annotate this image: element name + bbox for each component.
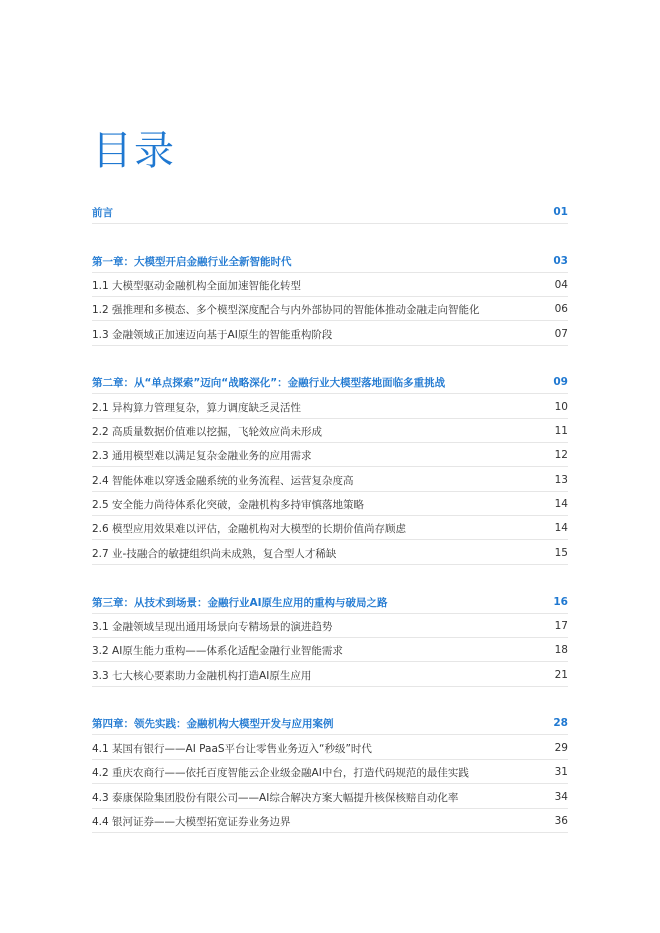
toc-entry[interactable] [92, 494, 568, 514]
toc-entry-page-number: 12 [554, 449, 568, 461]
toc-entry-page-number: 36 [554, 815, 568, 827]
toc-entry-title: 前言 [92, 206, 113, 219]
toc-entry-title: 2.1 异构算力管理复杂，算力调度缺乏灵活性 [92, 401, 302, 414]
toc-entry[interactable] [92, 299, 568, 319]
divider [92, 637, 568, 638]
divider [92, 320, 568, 321]
toc-chapter-heading[interactable] [92, 251, 568, 271]
toc-chapter-heading[interactable] [92, 592, 568, 612]
toc-entry-title: 第三章：从技术到场景：金融行业AI原生应用的重构与破局之路 [92, 596, 388, 609]
toc-entry-page-number: 06 [554, 303, 568, 315]
toc-entry[interactable] [92, 397, 568, 417]
toc-entry-page-number: 03 [553, 255, 568, 267]
divider [92, 393, 568, 394]
toc-chapter-heading[interactable] [92, 372, 568, 392]
toc-entry-title: 第四章：领先实践：金融机构大模型开发与应用案例 [92, 717, 334, 730]
toc-entry-page-number: 34 [554, 791, 568, 803]
toc-entry-page-number: 09 [553, 376, 568, 388]
toc-entry[interactable] [92, 445, 568, 465]
toc-chapter-heading[interactable] [92, 713, 568, 733]
divider [92, 808, 568, 809]
toc-entry[interactable] [92, 421, 568, 441]
divider [92, 491, 568, 492]
divider [92, 613, 568, 614]
toc-entry[interactable] [92, 543, 568, 563]
toc-entry-page-number: 21 [554, 669, 568, 681]
toc-entry[interactable] [92, 665, 568, 685]
toc-entry-title: 2.5 安全能力尚待体系化突破，金融机构多持审慎落地策略 [92, 498, 365, 511]
toc-entry-title: 第二章：从“单点探索”迈向“战略深化”：金融行业大模型落地面临多重挑战 [92, 376, 446, 389]
divider [92, 734, 568, 735]
toc-entry[interactable] [92, 640, 568, 660]
toc-entry[interactable] [92, 470, 568, 490]
toc-entry-page-number: 16 [553, 596, 568, 608]
toc-entry-page-number: 10 [554, 401, 568, 413]
toc-entry-title: 2.7 业-技融合的敏捷组织尚未成熟，复合型人才稀缺 [92, 547, 337, 560]
toc-entry-title: 3.3 七大核心要素助力金融机构打造AI原生应用 [92, 669, 312, 682]
toc-entry-page-number: 14 [554, 498, 568, 510]
divider [92, 539, 568, 540]
toc-entry[interactable] [92, 324, 568, 344]
divider [92, 223, 568, 224]
toc-entry[interactable] [92, 518, 568, 538]
toc-entry-page-number: 29 [554, 742, 568, 754]
toc-entry-page-number: 28 [553, 717, 568, 729]
divider [92, 759, 568, 760]
toc-entry[interactable] [92, 811, 568, 831]
toc-entry-title: 2.2 高质量数据价值难以挖掘，飞轮效应尚未形成 [92, 425, 323, 438]
toc-entry-title: 3.1 金融领域呈现出通用场景向专精场景的演进趋势 [92, 620, 333, 633]
toc-entry-page-number: 31 [554, 766, 568, 778]
toc-entry[interactable] [92, 275, 568, 295]
divider [92, 661, 568, 662]
toc-entry-title: 2.6 模型应用效果难以评估，金融机构对大模型的长期价值尚存顾虑 [92, 522, 407, 535]
toc-entry-page-number: 01 [553, 206, 568, 218]
toc-entry[interactable] [92, 738, 568, 758]
divider [92, 783, 568, 784]
divider [92, 418, 568, 419]
toc-entry-title: 2.3 通用模型难以满足复杂金融业务的应用需求 [92, 449, 312, 462]
toc-entry-title: 4.1 某国有银行——AI PaaS平台让零售业务迈入“秒级”时代 [92, 742, 372, 755]
divider [92, 345, 568, 346]
toc-entry-title: 2.4 智能体难以穿透金融系统的业务流程、运营复杂度高 [92, 474, 354, 487]
toc-entry-title: 1.1 大模型驱动金融机构全面加速智能化转型 [92, 279, 302, 292]
divider [92, 296, 568, 297]
toc-entry-page-number: 07 [554, 328, 568, 340]
toc-entry-title: 1.2 强推理和多模态、多个模型深度配合与内外部协同的智能体推动金融走向智能化 [92, 303, 480, 316]
toc-entry-title: 1.3 金融领域正加速迈向基于AI原生的智能重构阶段 [92, 328, 333, 341]
page-title: 目录 [92, 127, 176, 174]
toc-entry-page-number: 18 [554, 644, 568, 656]
toc-entry-page-number: 15 [554, 547, 568, 559]
divider [92, 515, 568, 516]
divider [92, 686, 568, 687]
divider [92, 832, 568, 833]
divider [92, 466, 568, 467]
toc-entry-title: 4.2 重庆农商行——依托百度智能云企业级金融AI中台，打造代码规范的最佳实践 [92, 766, 469, 779]
toc-entry-title: 4.3 泰康保险集团股份有限公司——AI综合解决方案大幅提升核保核赔自动化率 [92, 791, 459, 804]
divider [92, 442, 568, 443]
toc-entry-page-number: 14 [554, 522, 568, 534]
toc-entry[interactable] [92, 787, 568, 807]
toc-entry[interactable] [92, 616, 568, 636]
toc-entry-title: 第一章：大模型开启金融行业全新智能时代 [92, 255, 292, 268]
divider [92, 272, 568, 273]
toc-chapter-heading[interactable] [92, 202, 568, 222]
divider [92, 564, 568, 565]
toc-entry[interactable] [92, 762, 568, 782]
toc-entry-page-number: 04 [554, 279, 568, 291]
toc-entry-title: 3.2 AI原生能力重构——体系化适配金融行业智能需求 [92, 644, 343, 657]
toc-entry-page-number: 11 [554, 425, 568, 437]
toc-entry-page-number: 17 [554, 620, 568, 632]
toc-entry-title: 4.4 银河证券——大模型拓宽证券业务边界 [92, 815, 291, 828]
toc-entry-page-number: 13 [554, 474, 568, 486]
